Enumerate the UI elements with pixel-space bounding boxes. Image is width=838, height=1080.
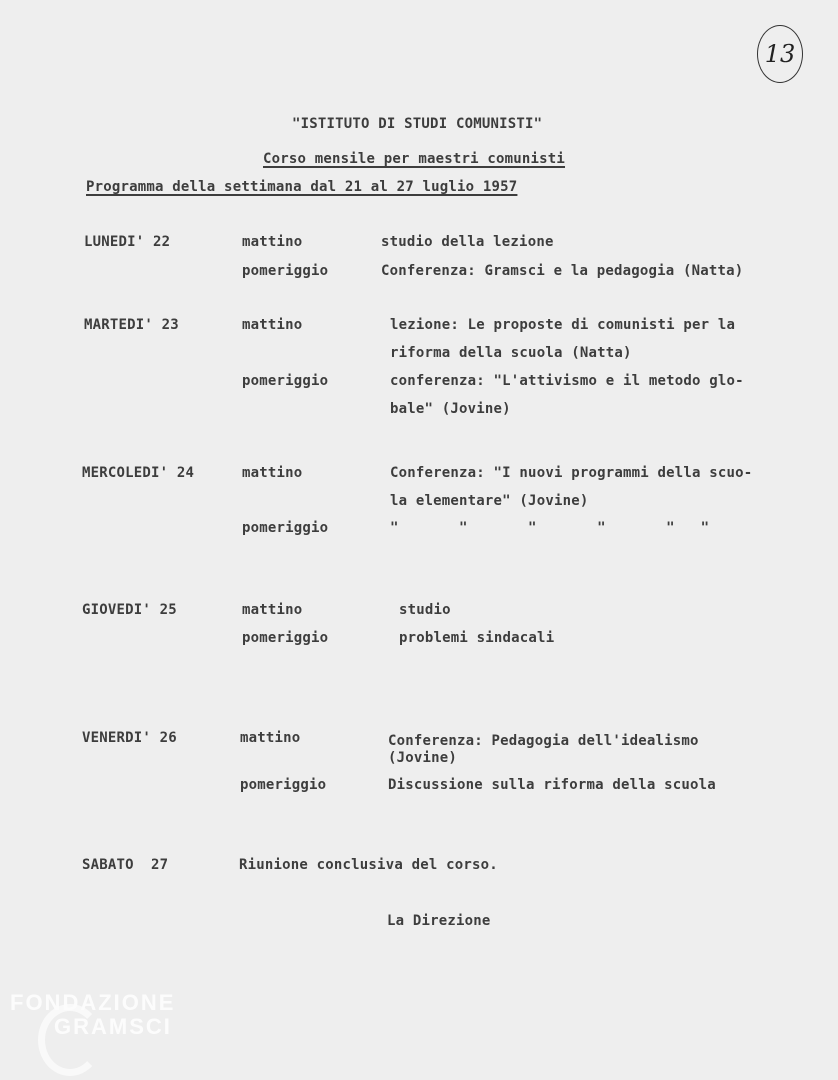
g-logo-icon: [38, 1004, 102, 1076]
session-text: Conferenza: "I nuovi programmi della scuo-: [390, 465, 753, 481]
session-time: mattino: [242, 602, 303, 618]
session-text: la elementare" (Jovine): [390, 493, 589, 509]
session-text: Conferenza: Pedagogia dell'idealismo: [388, 733, 699, 749]
session-text: Riunione conclusiva del corso.: [239, 857, 498, 873]
session-text: lezione: Le proposte di comunisti per la: [390, 317, 736, 333]
watermark-line2: GRAMSCI: [54, 1014, 172, 1039]
session-time: pomeriggio: [242, 373, 329, 389]
day-label-friday: VENERDI' 26: [82, 730, 177, 746]
session-time: pomeriggio: [242, 630, 329, 646]
day-label-tuesday: MARTEDI' 23: [84, 317, 179, 333]
session-time: pomeriggio: [240, 777, 327, 793]
session-text: Conferenza: Gramsci e la pedagogia (Natta): [381, 263, 744, 279]
session-time: mattino: [240, 730, 301, 746]
session-text: studio: [399, 602, 451, 618]
session-text: conferenza: "L'attivismo e il metodo glo-: [390, 373, 744, 389]
day-label-thursday: GIOVEDI' 25: [82, 602, 177, 618]
session-time: mattino: [242, 317, 303, 333]
course-title: Corso mensile per maestri comunisti: [263, 151, 566, 167]
program-title: Programma della settimana dal 21 al 27 luglio 1957: [86, 179, 518, 195]
day-label-wednesday: MERCOLEDI' 24: [82, 465, 195, 481]
session-text: Discussione sulla riforma della scuola: [388, 777, 716, 793]
session-text: problemi sindacali: [399, 630, 555, 646]
watermark-logo: [10, 990, 175, 1040]
institute-title: "ISTITUTO DI STUDI COMUNISTI": [292, 116, 543, 132]
ditto-marks: " " " " " ": [390, 520, 710, 536]
session-text: riforma della scuola (Natta): [390, 345, 632, 361]
session-time: mattino: [242, 234, 303, 250]
watermark-line1: FONDAZIONE: [10, 990, 176, 1015]
page-number: 13: [757, 25, 803, 83]
session-text: bale" (Jovine): [390, 401, 511, 417]
day-label-saturday: SABATO 27: [82, 857, 169, 873]
session-time: pomeriggio: [242, 520, 329, 536]
session-text: (Jovine): [388, 750, 458, 766]
session-time: pomeriggio: [242, 263, 329, 279]
session-text: studio della lezione: [381, 234, 554, 250]
signature: La Direzione: [387, 913, 491, 929]
day-label-monday: LUNEDI' 22: [84, 234, 171, 250]
session-time: mattino: [242, 465, 303, 481]
